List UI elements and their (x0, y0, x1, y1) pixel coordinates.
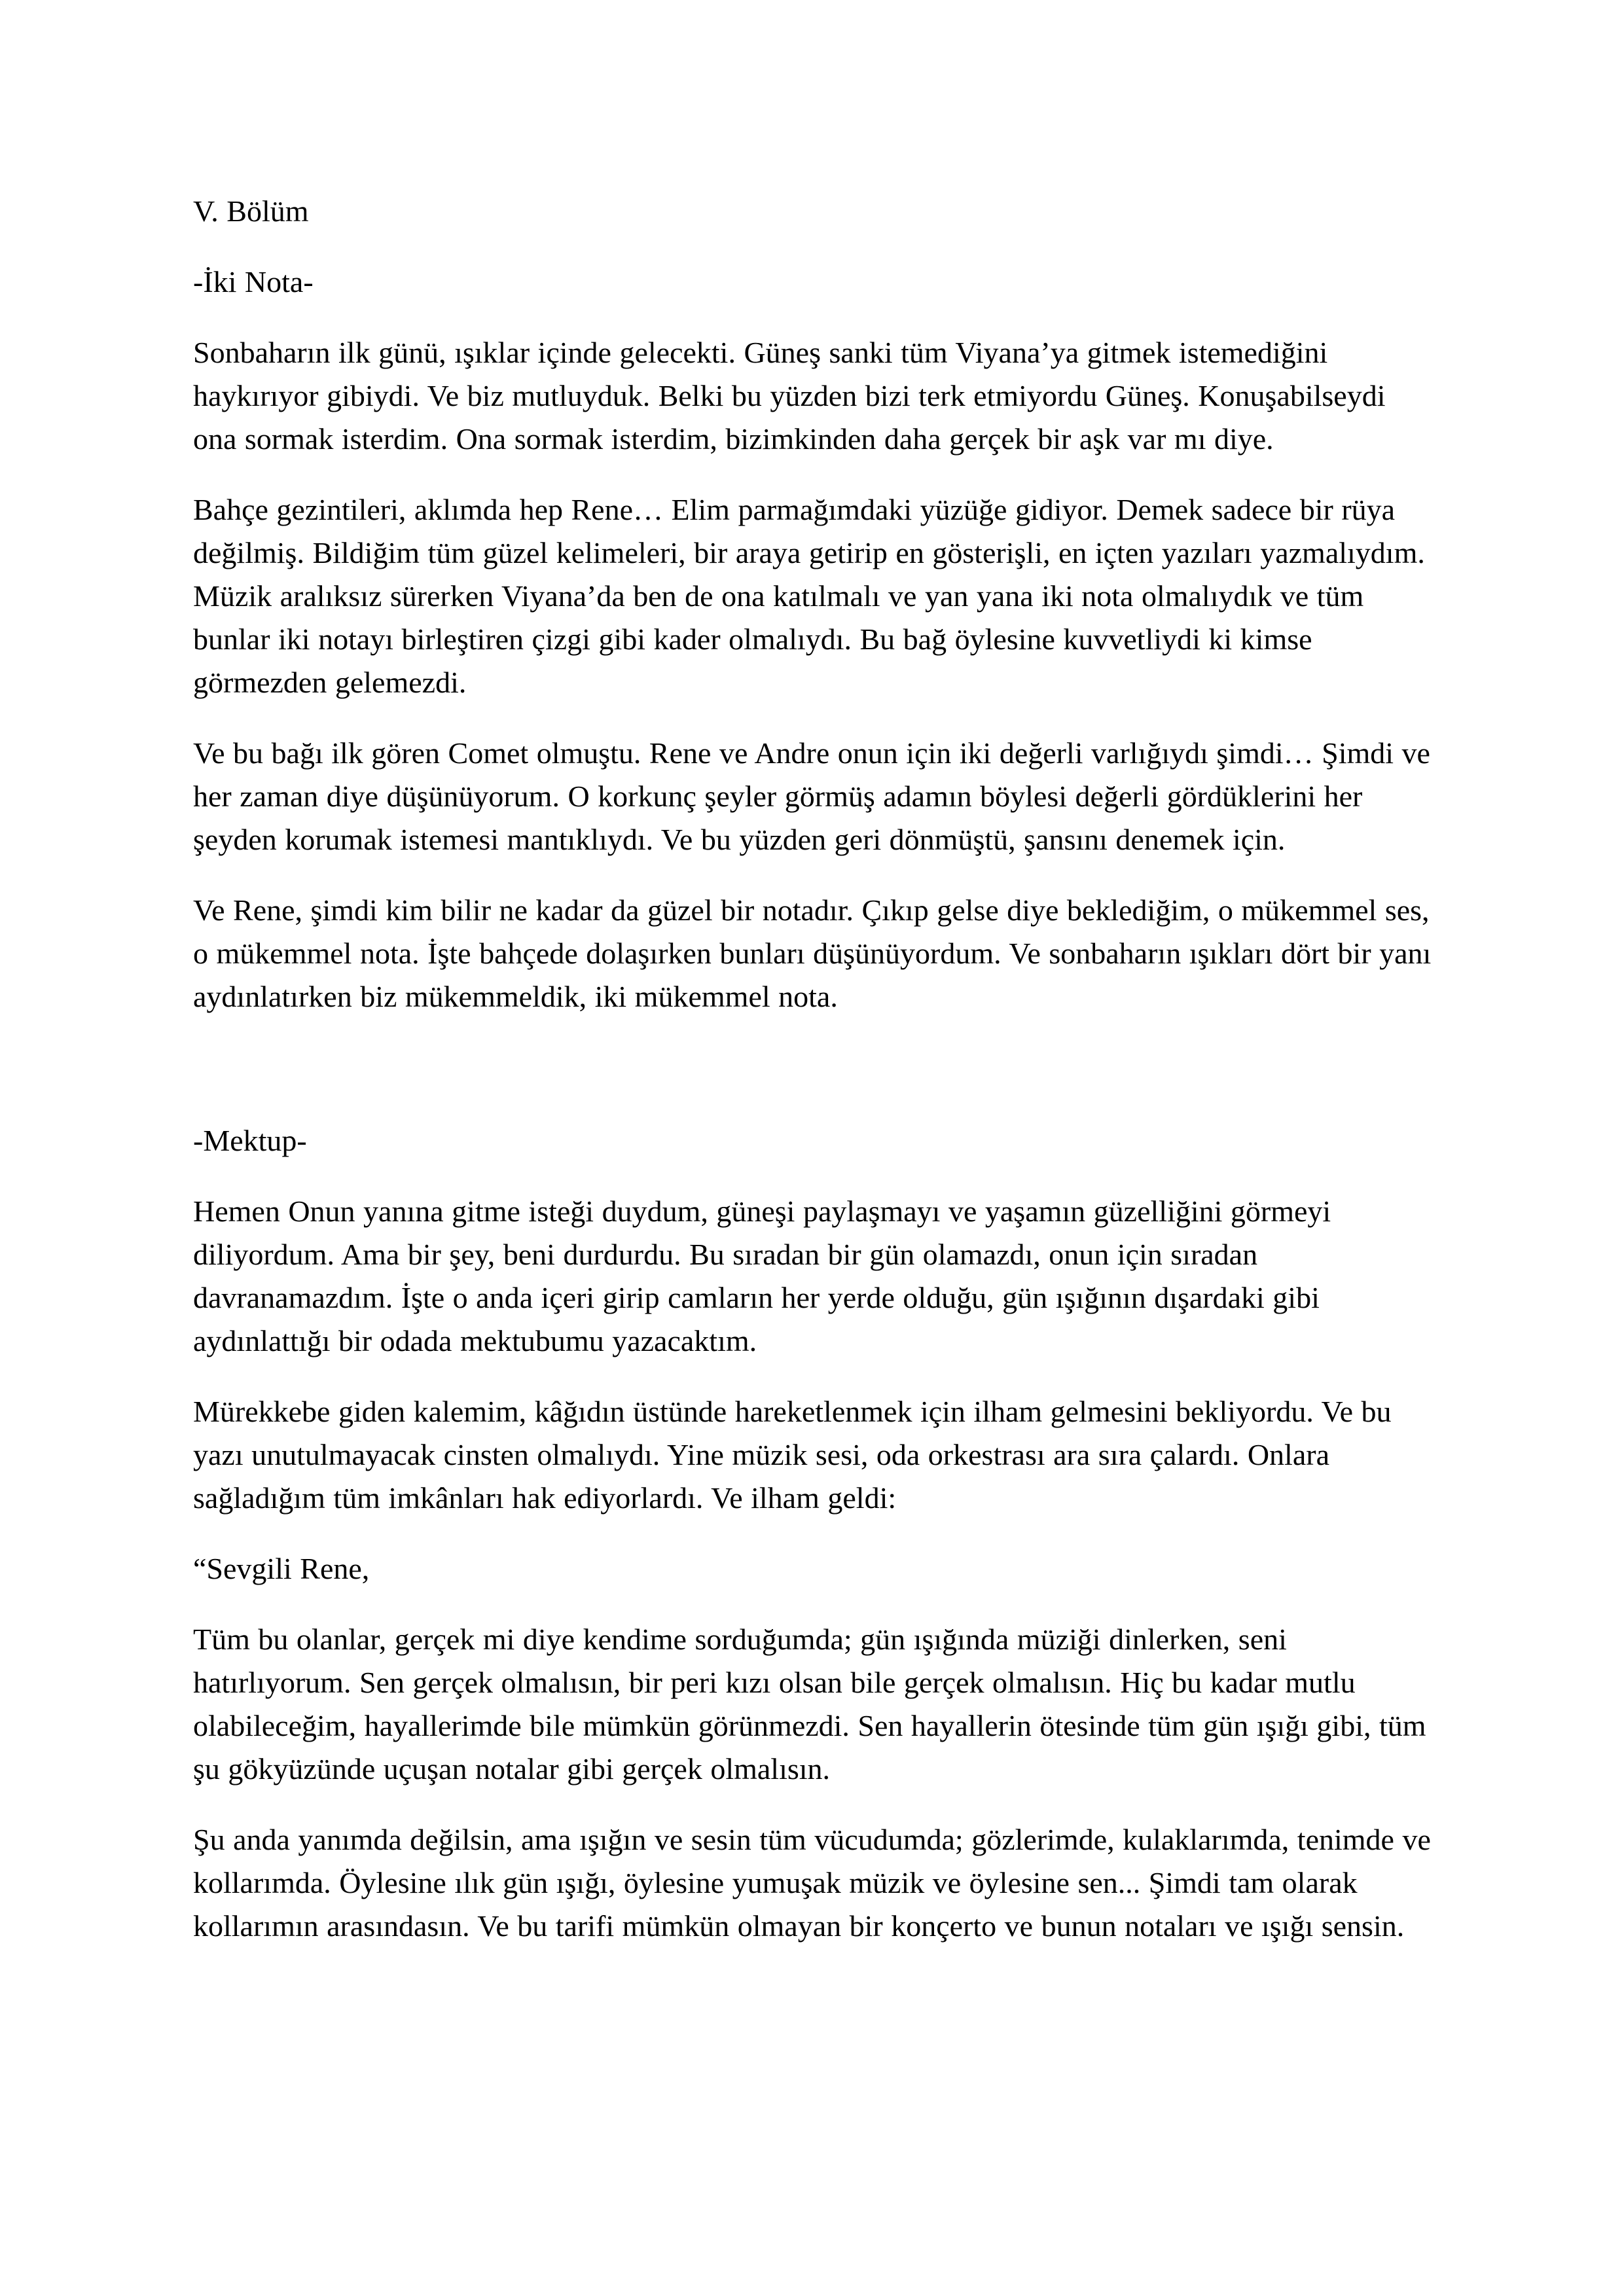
paragraph-sonbahar: Sonbaharın ilk günü, ışıklar içinde gelecekti. Güneş sanki tüm Viyana’ya gitmek istemediğini haykırıyor gibiydi. Ve biz mutluyduk. Belki bu yüzden bizi terk etmiyordu Güneş. Konuşabilseydi ona sormak isterdim. Ona sormak isterdim, bizimkinden daha gerçek bir aşk var mı diye. (193, 336, 1386, 456)
section-heading-mektup: -Mektup- (193, 1124, 307, 1157)
section-break (193, 1046, 1435, 1119)
paragraph-ve-rene: Ve Rene, şimdi kim bilir ne kadar da güzel bir notadır. Çıkıp gelse diye beklediğim, o mükemmel ses, o mükemmel nota. İşte bahçede dolaşırken bunları düşünüyordum. Ve sonbaharın ışıkları dört bir yanı aydınlatırken biz mükemmeldik, iki mükemmel nota. (193, 893, 1432, 1013)
paragraph-bahce-gezintileri: Bahçe gezintileri, aklımda hep Rene… Elim parmağımdaki yüzüğe gidiyor. Demek sadece bir rüya değilmiş. Bildiğim tüm güzel kelimeleri, bir araya getirip en gösterişli, en içten yazıları yazmalıydım. Müzik aralıksız sürerken Viyana’da ben de ona katılmalı ve yan yana iki nota olmalıydık ve tüm bunlar iki notayı birleştiren çizgi gibi kader olmalıydı. Bu bağ öylesine kuvvetliydi ki kimse görmezden gelemezdi. (193, 493, 1425, 699)
paragraph-su-anda: Şu anda yanımda değilsin, ama ışığın ve sesin tüm vücudumda; gözlerimde, kulaklarımda, tenimde ve kollarımda. Öylesine ılık gün ışığı, öylesine yumuşak müzik ve öylesine sen... Şimdi tam olarak kollarımın arasındasın. Ve bu tarifi mümkün olmayan bir konçerto ve bunun notaları ve ışığı sensin. (193, 1823, 1431, 1943)
paragraph-comet: Ve bu bağı ilk gören Comet olmuştu. Rene ve Andre onun için iki değerli varlığıydı şimdi… Şimdi ve her zaman diye düşünüyorum. O korkunç şeyler görmüş adamın böylesi değerli gördüklerini her şeyden korumak istemesi mantıklıydı. Ve bu yüzden geri dönmüştü, şansını denemek için. (193, 736, 1430, 856)
section-heading-iki-nota: -İki Nota- (193, 265, 314, 298)
paragraph-hemen-onun: Hemen Onun yanına gitme isteği duydum, güneşi paylaşmayı ve yaşamın güzelliğini görmeyi diliyordum. Ama bir şey, beni durdurdu. Bu sıradan bir gün olamazdı, onun için sıradan davranamazdım. İşte o anda içeri girip camların her yerde olduğu, gün ışığının dışardaki gibi aydınlattığı bir odada mektubumu yazacaktım. (193, 1194, 1331, 1357)
letter-salutation: “Sevgili Rene, (193, 1552, 370, 1585)
chapter-heading: V. Bölüm (193, 194, 309, 228)
paragraph-murekkebe: Mürekkebe giden kalemim, kâğıdın üstünde hareketlenmek için ilham gelmesini bekliyordu. Ve bu yazı unutulmayacak cinsten olmalıydı. Yine müzik sesi, oda orkestrası ara sıra çalardı. Onlara sağladığım tüm imkânları hak ediyorlardı. Ve ilham geldi: (193, 1395, 1392, 1515)
paragraph-tum-bu-olanlar: Tüm bu olanlar, gerçek mi diye kendime sorduğumda; gün ışığında müziği dinlerken, seni hatırlıyorum. Sen gerçek olmalısın, bir peri kızı olsan bile gerçek olmalısın. Hiç bu kadar mutlu olabileceğim, hayallerimde bile mümkün görünmezdi. Sen hayallerin ötesinde tüm gün ışığı gibi, tüm şu gökyüzünde uçuşan notalar gibi gerçek olmalısın. (193, 1623, 1426, 1785)
